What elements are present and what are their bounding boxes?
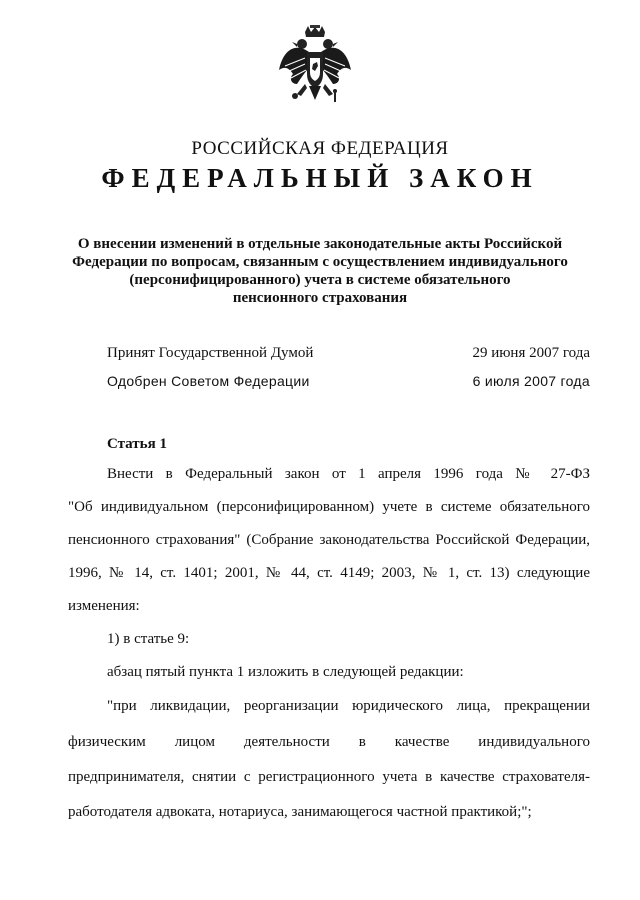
adopted-by: Принят Государственной Думой (107, 345, 314, 361)
body-line: Внести в Федеральный закон от 1 апреля 1996 года № 27-ФЗ (107, 466, 590, 482)
body-line: изменения: (68, 598, 140, 614)
approval-date: 6 июля 2007 года (472, 373, 590, 389)
body-line: предпринимателя, снятии с регистрационного учета в качестве страхователя- (68, 769, 590, 785)
body-line: физическим лицом деятельности в качестве индивидуального (68, 734, 590, 750)
law-subject (62, 235, 578, 307)
subject-line: Федерации по вопросам, связанным с осуществлением индивидуального (72, 254, 568, 270)
subject-line: (персонифицированного) учета в системе обязательного (129, 272, 511, 288)
body-line: 1996, № 14, ст. 1401; 2001, № 44, ст. 4149; 2003, № 1, ст. 13) следующие (68, 565, 590, 581)
subject-line: пенсионного страхования (232, 290, 408, 306)
adoption-date: 29 июня 2007 года (472, 345, 590, 361)
subject-line: О внесении изменений в отдельные законодательные акты Российской (77, 236, 563, 252)
russian-coat-of-arms-icon (275, 22, 355, 122)
approved-by: Одобрен Советом Федерации (107, 373, 310, 389)
document-type-title: ФЕДЕРАЛЬНЫЙ ЗАКОН (101, 163, 539, 193)
body-line: 1) в статье 9: (107, 631, 190, 647)
country-name: РОССИЙСКАЯ ФЕДЕРАЦИЯ (191, 138, 449, 159)
body-line: абзац пятый пункта 1 изложить в следующей редакции: (107, 664, 464, 680)
body-line: "при ликвидации, реорганизации юридического лица, прекращении (107, 698, 590, 714)
body-line: "Об индивидуальном (персонифицированном) учете в системе обязательного (68, 499, 590, 515)
body-line: пенсионного страхования" (Собрание законодательства Российской Федерации, (68, 532, 590, 548)
article-title: Статья 1 (107, 436, 167, 452)
body-line: работодателя адвоката, нотариуса, занимающегося частной практикой;"; (68, 804, 532, 820)
